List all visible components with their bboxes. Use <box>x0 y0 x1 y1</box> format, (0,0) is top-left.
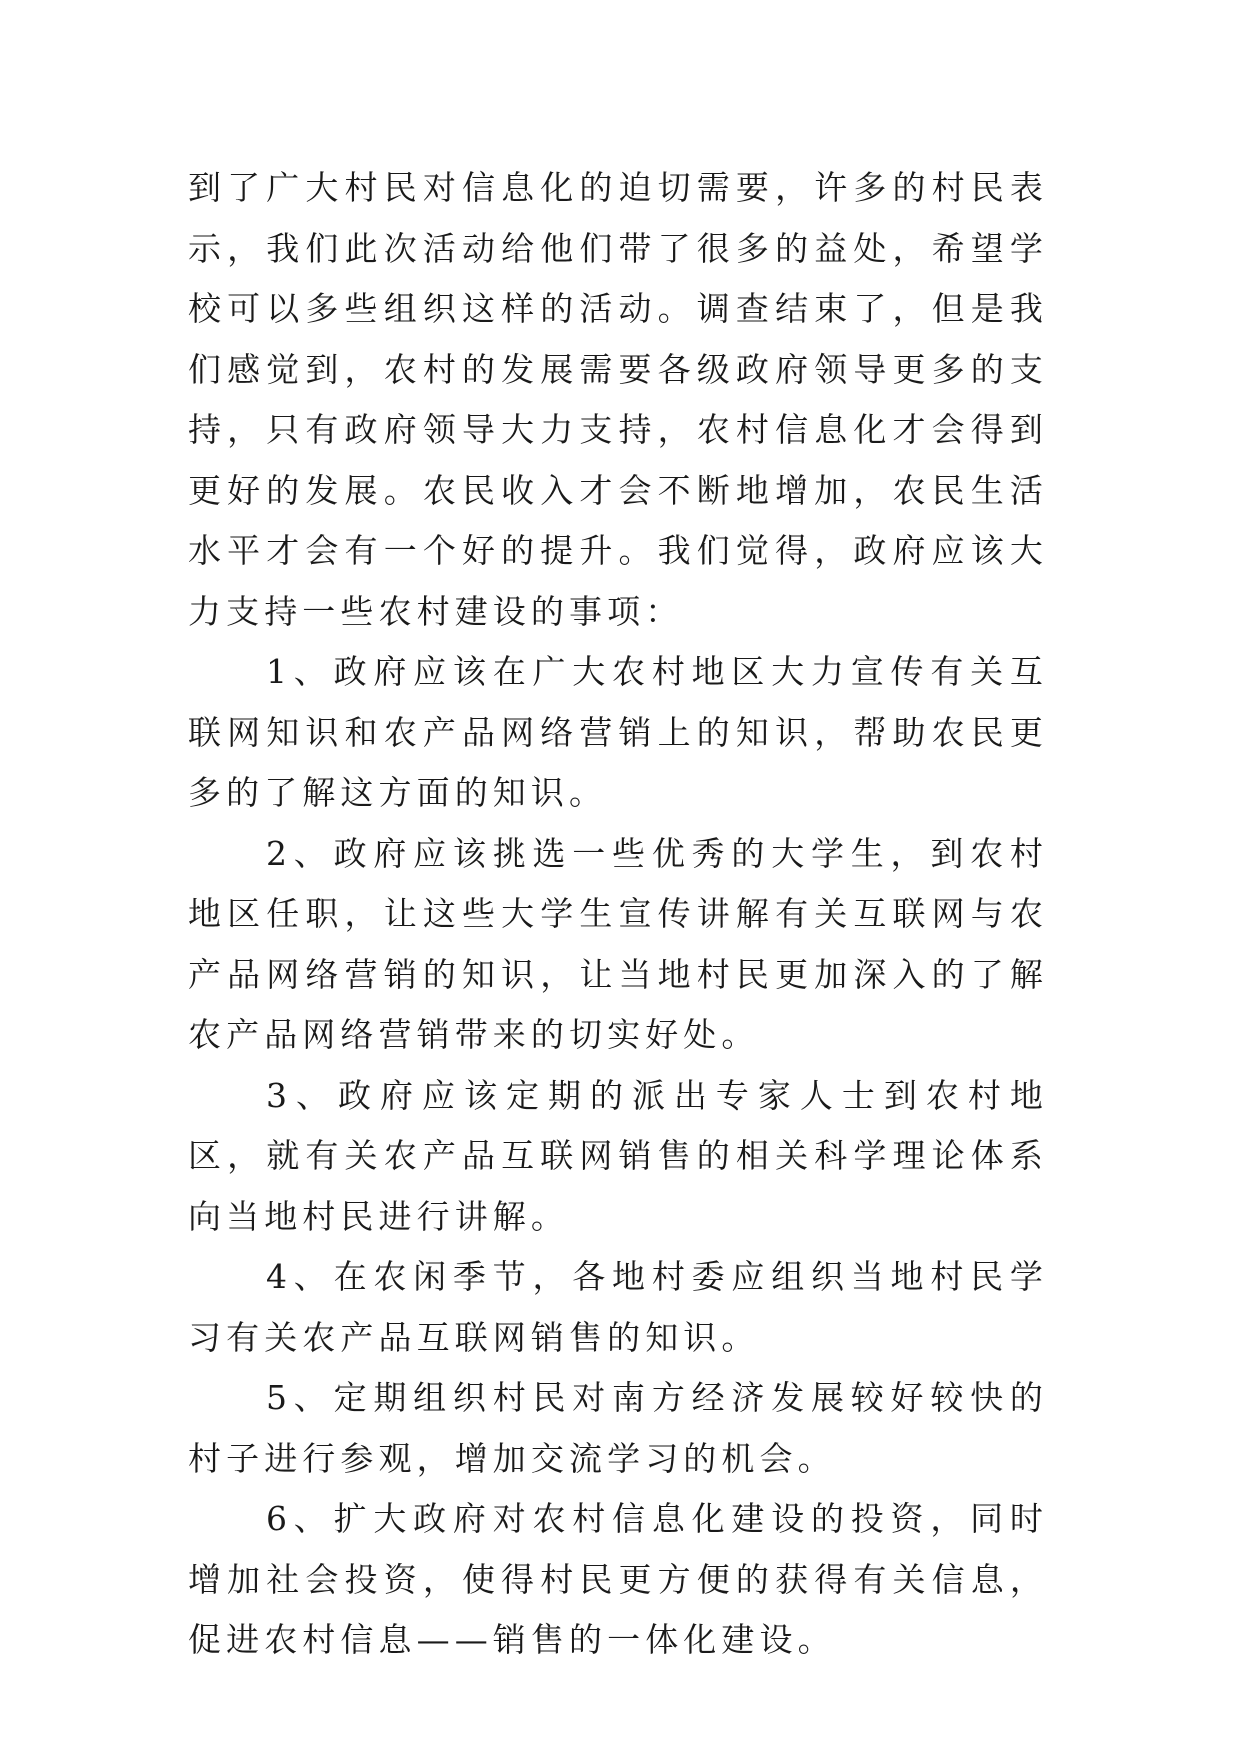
list-item-2: 2、政府应该挑选一些优秀的大学生，到农村地区任职，让这些大学生宣传讲解有关互联网与农产品网络营销的知识，让当地村民更加深入的了解农产品网络营销带来的切实好处。 <box>188 833 1048 1054</box>
list-item-3: 3、政府应该定期的派出专家人士到农村地区，就有关农产品互联网销售的相关科学理论体系向当地村民进行讲解。 <box>188 1075 1048 1236</box>
list-item-6: 6、扩大政府对农村信息化建设的投资，同时增加社会投资，使得村民更方便的获得有关信息，促进农村信息——销售的一体化建设。 <box>188 1499 1048 1659</box>
document-body <box>188 158 1048 1671</box>
list-item-1: 1、政府应该在广大农村地区大力宣传有关互联网知识和农产品网络营销上的知识，帮助农民更多的了解这方面的知识。 <box>188 652 1048 812</box>
list-item-4: 4、在农闲季节，各地村委应组织当地村民学习有关农产品互联网销售的知识。 <box>188 1257 1048 1357</box>
list-item-5: 5、定期组织村民对南方经济发展较好较快的村子进行参观，增加交流学习的机会。 <box>188 1378 1048 1478</box>
paragraph-intro: 到了广大村民对信息化的迫切需要，许多的村民表示，我们此次活动给他们带了很多的益处，希望学校可以多些组织这样的活动。调查结束了，但是我们感觉到，农村的发展需要各级政府领导更多的支持，只有政府领导大力支持，农村信息化才会得到更好的发展。农民收入才会不断地增加，农民生活水平才会有一个好的提升。我们觉得，政府应该大力支持一些农村建设的事项： <box>188 168 1048 631</box>
